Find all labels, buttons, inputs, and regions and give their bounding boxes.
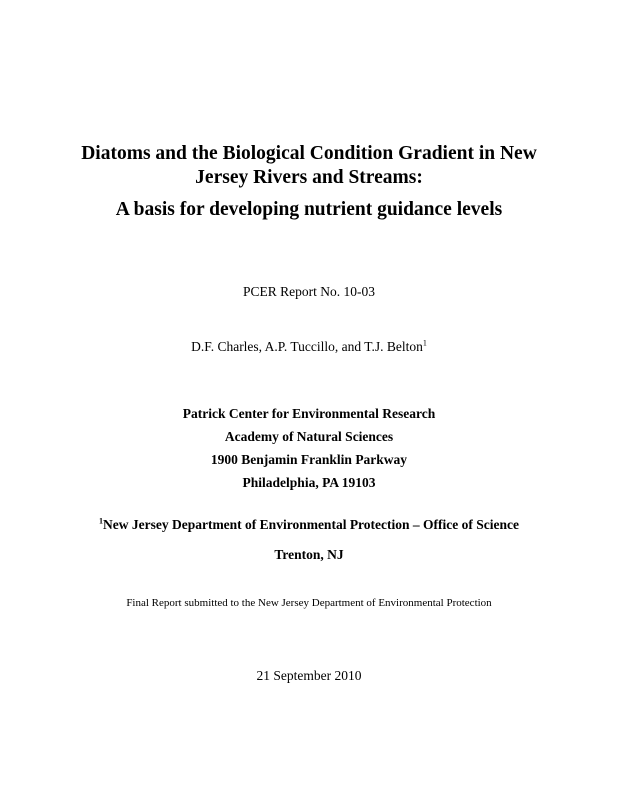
report-date: 21 September 2010 <box>256 668 362 683</box>
title-line-3: A basis for developing nutrient guidance levels <box>115 199 503 220</box>
institution-parent: Academy of Natural Sciences <box>224 429 394 444</box>
institution-name: Patrick Center for Environmental Research <box>182 406 436 421</box>
affiliation-footnote-mark: 1 <box>98 516 103 526</box>
authors <box>0 339 618 355</box>
author-names: D.F. Charles, A.P. Tuccillo, and T.J. Belton <box>191 339 423 354</box>
affiliation <box>0 517 618 533</box>
author-footnote-mark: 1 <box>422 338 427 348</box>
institution-street: 1900 Benjamin Franklin Parkway <box>210 452 408 467</box>
title-line-2: Jersey Rivers and Streams: <box>195 167 423 188</box>
affiliation-city: Trenton, NJ <box>274 547 344 562</box>
affiliation-name: New Jersey Department of Environmental Protection – Office of Science <box>102 517 519 532</box>
institution-city: Philadelphia, PA 19103 <box>242 475 376 490</box>
report-number: PCER Report No. 10-03 <box>242 284 375 299</box>
submission-note: Final Report submitted to the New Jersey Department of Environmental Protection <box>126 597 492 609</box>
title-line-1: Diatoms and the Biological Condition Gradient in New <box>81 143 537 164</box>
